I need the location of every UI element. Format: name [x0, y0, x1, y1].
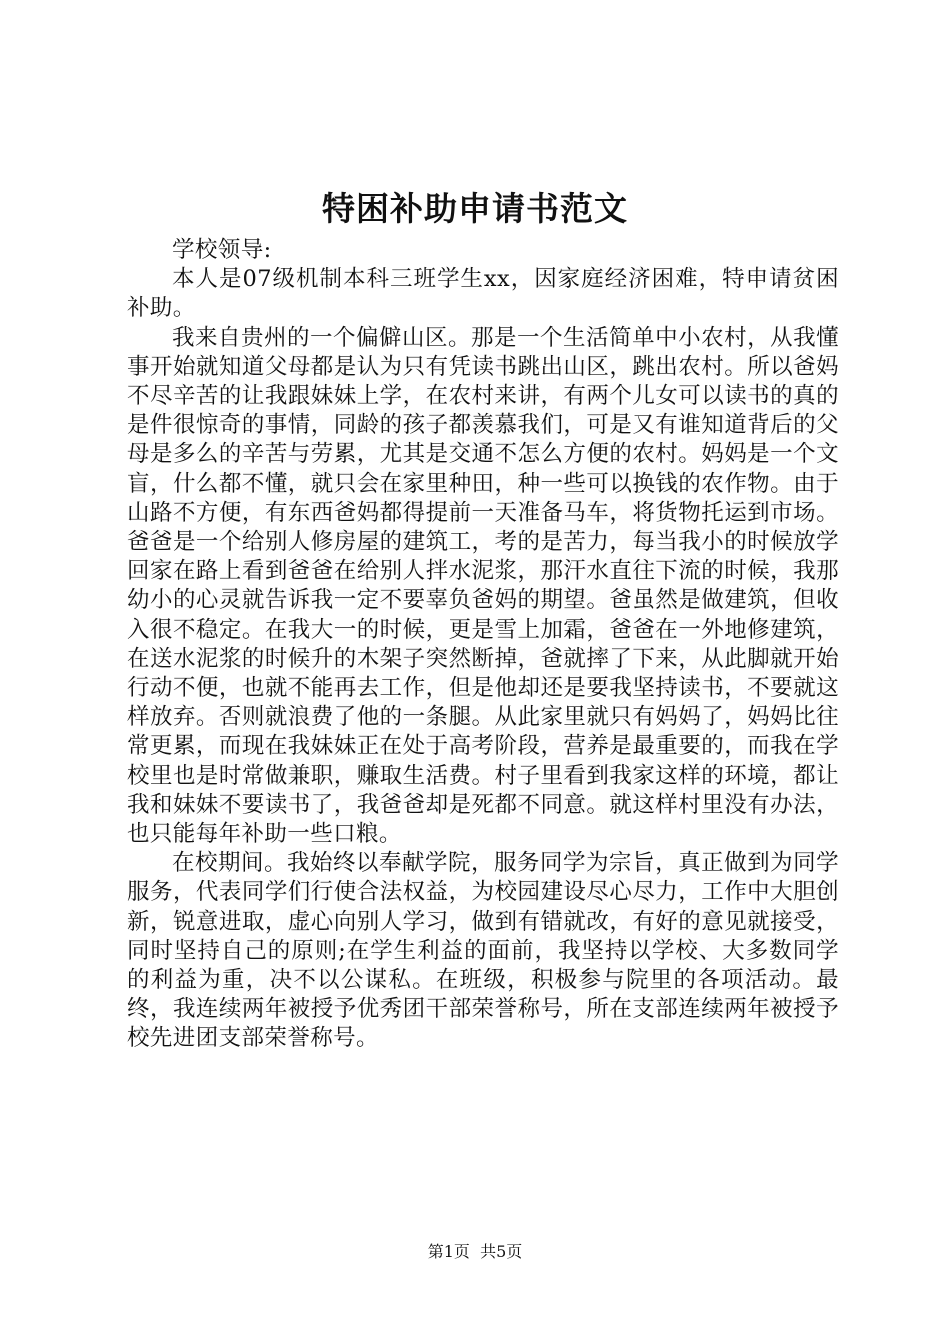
paragraph-intro: 本人是07级机制本科三班学生xx，因家庭经济困难，特申请贫困补助。 [127, 266, 839, 322]
salutation: 学校领导: [172, 237, 272, 263]
paragraph-school: 在校期间。我始终以奉献学院，服务同学为宗旨，真正做到为同学服务，代表同学们行使合法权益，为校园建设尽心尽力，工作中大胆创新，锐意进取，虚心向别人学习，做到有错就改，有好的意见就接受，同时坚持自己的原则;在学生利益的面前，我坚持以学校、大多数同学的利益为重，决不以公谋私。在班级，积极参与院里的各项活动。最终，我连续两年被授予优秀团干部荣誉称号，所在支部连续两年被授予校先进团支部荣誉称号。 [127, 850, 839, 1052]
document-title: 特困补助申请书范文 [322, 189, 628, 228]
paragraph-family: 我来自贵州的一个偏僻山区。那是一个生活简单中小农村，从我懂事开始就知道父母都是认为只有凭读书跳出山区，跳出农村。所以爸妈不尽辛苦的让我跟妹妹上学，在农村来讲，有两个儿女可以读书的真的是件很惊奇的事情，同龄的孩子都羡慕我们，可是又有谁知道背后的父母是多么的辛苦与劳累，尤其是交通不怎么方便的农村。妈妈是一个文盲，什么都不懂，就只会在家里种田，种一些可以换钱的农作物。由于山路不方便，有东西爸妈都得提前一天准备马车，将货物托运到市场。爸爸是一个给别人修房屋的建筑工，考的是苦力，每当我小的时候放学回家在路上看到爸爸在给别人拌水泥浆，那汗水直往下流的时候，我那幼小的心灵就告诉我一定不要辜负爸妈的期望。爸虽然是做建筑，但收入很不稳定。在我大一的时候，更是雪上加霜，爸爸在一外地修建筑，在送水泥浆的时候升的木架子突然断掉，爸就摔了下来，从此脚就开始行动不便，也就不能再去工作，但是他却还是要我坚持读书，不要就这样放弃。否则就浪费了他的一条腿。从此家里就只有妈妈了，妈妈比往常更累，而现在我妹妹正在处于高考阶段，营养是最重要的，而我在学校里也是时常做兼职，赚取生活费。村子里看到我家这样的环境，都让我和妹妹不要读书了，我爸爸却是死都不同意。就这样村里没有办法，也只能每年补助一些口粮。 [127, 324, 839, 848]
page-indicator: 第1页 共5页 [427, 1242, 523, 1261]
document-body [127, 236, 839, 1054]
